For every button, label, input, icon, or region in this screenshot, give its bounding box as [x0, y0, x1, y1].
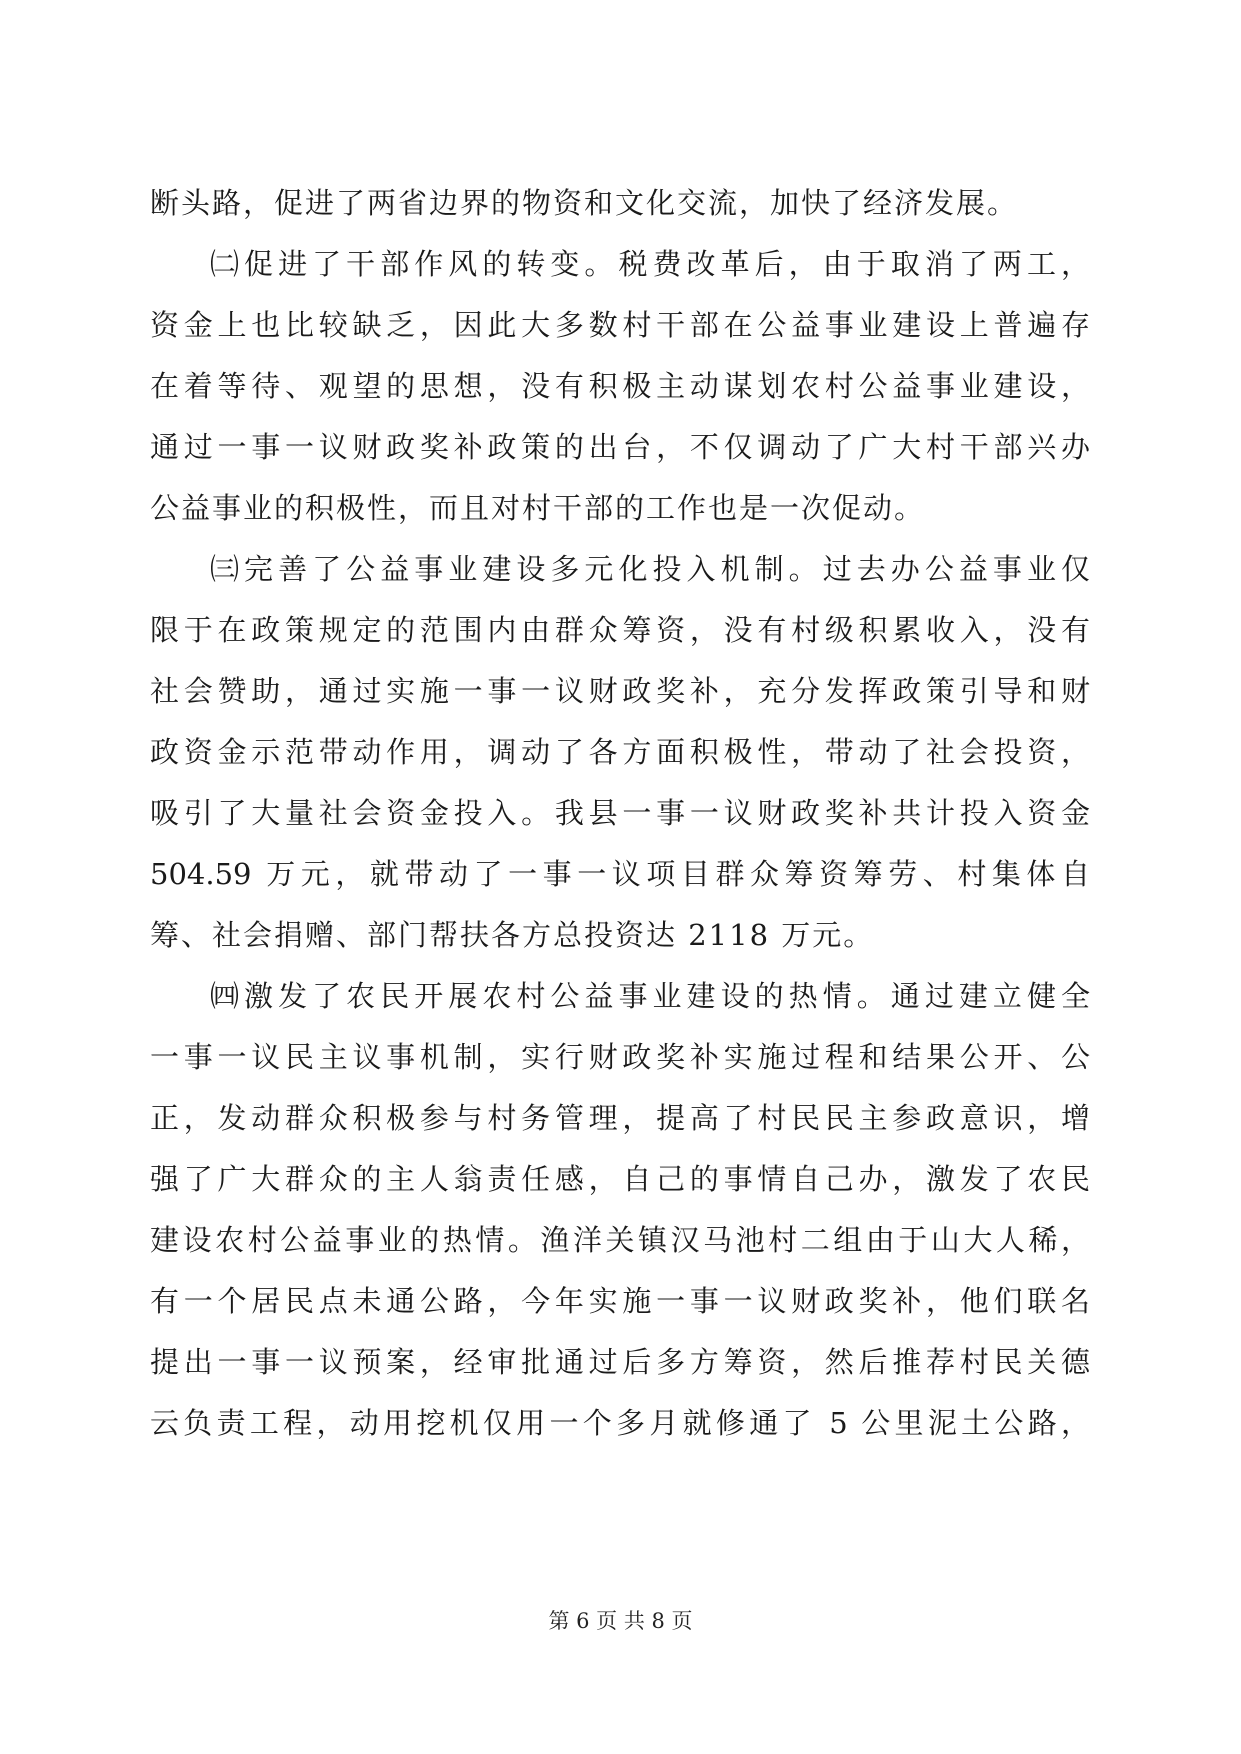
text-line: ㈢完善了公益事业建设多元化投入机制。过去办公益事业仅 — [210, 552, 1090, 586]
text-line: 资金上也比较缺乏，因此大多数村干部在公益事业建设上普遍存 — [150, 308, 1090, 342]
text-line: 社会赞助，通过实施一事一议财政奖补，充分发挥政策引导和财 — [150, 674, 1090, 708]
text-line: 公益事业的积极性，而且对村干部的工作也是一次促动。 — [150, 491, 926, 525]
text-line: 强了广大群众的主人翁责任感，自己的事情自己办，激发了农民 — [150, 1162, 1090, 1196]
text-line: 正，发动群众积极参与村务管理，提高了村民民主参政意识，增 — [150, 1101, 1090, 1135]
text-line: 云负责工程，动用挖机仅用一个多月就修通了 5 公里泥土公路， — [150, 1406, 1090, 1440]
text-line: ㈡促进了干部作风的转变。税费改革后，由于取消了两工， — [210, 247, 1090, 281]
text-line: 断头路，促进了两省边界的物资和文化交流，加快了经济发展。 — [150, 186, 1019, 220]
text-line: 吸引了大量社会资金投入。我县一事一议财政奖补共计投入资金 — [150, 796, 1090, 830]
text-line: 一事一议民主议事机制，实行财政奖补实施过程和结果公开、公 — [150, 1040, 1090, 1074]
text-line: 有一个居民点未通公路，今年实施一事一议财政奖补，他们联名 — [150, 1284, 1090, 1318]
text-line: 通过一事一议财政奖补政策的出台，不仅调动了广大村干部兴办 — [150, 430, 1090, 464]
page-number-footer: 第 6 页 共 8 页 — [548, 1609, 693, 1633]
text-line: 在着等待、观望的思想，没有积极主动谋划农村公益事业建设， — [150, 369, 1090, 403]
text-line: 筹、社会捐赠、部门帮扶各方总投资达 2118 万元。 — [150, 918, 875, 952]
text-line: ㈣激发了农民开展农村公益事业建设的热情。通过建立健全 — [210, 979, 1090, 1013]
text-line: 限于在政策规定的范围内由群众筹资，没有村级积累收入，没有 — [150, 613, 1090, 647]
text-line: 504.59 万元，就带动了一事一议项目群众筹资筹劳、村集体自 — [150, 857, 1090, 891]
text-line: 政资金示范带动作用，调动了各方面积极性，带动了社会投资， — [150, 735, 1090, 769]
text-line: 建设农村公益事业的热情。渔洋关镇汉马池村二组由于山大人稀， — [150, 1223, 1090, 1257]
text-line: 提出一事一议预案，经审批通过后多方筹资，然后推荐村民关德 — [150, 1345, 1090, 1379]
